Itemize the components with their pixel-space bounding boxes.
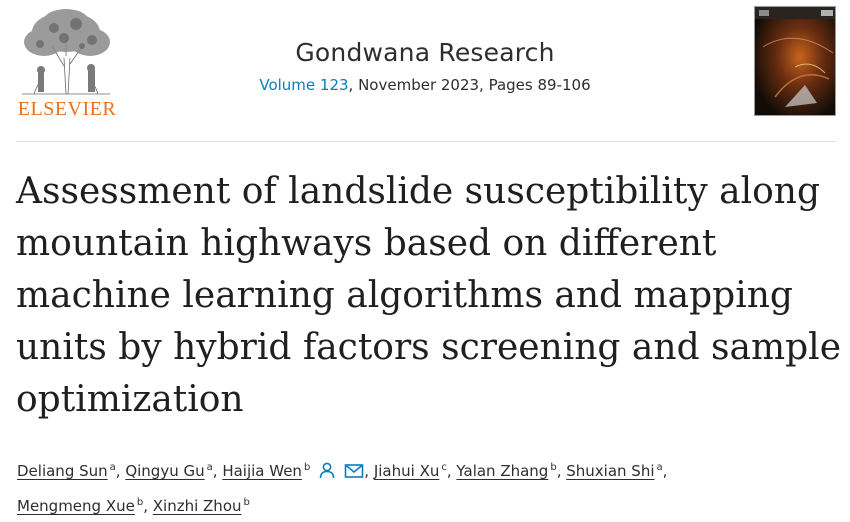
journal-cover-image[interactable] [754,6,836,116]
author-name[interactable]: Mengmeng Xue [17,497,135,515]
title-line: Assessment of landslide susceptibility along [16,171,821,212]
author-name[interactable]: Qingyu Gu [125,462,205,480]
elsevier-tree-logo [14,6,118,98]
author-name[interactable]: Xinzhi Zhou [152,497,242,515]
header-divider [16,141,836,142]
affiliation-marker: b [136,497,144,508]
publisher-name: ELSEVIER [17,98,117,120]
affiliation-marker: a [656,462,663,473]
author-link[interactable] [456,462,556,480]
author-link[interactable] [153,497,250,515]
author-link[interactable] [125,462,212,480]
affiliation-marker: b [303,462,311,473]
author-link[interactable] [566,462,662,480]
journal-title[interactable]: Gondwana Research [295,38,555,67]
author-name[interactable]: Haijia Wen [222,462,302,480]
author-name[interactable]: Jiahui Xu [373,462,440,480]
title-line: units by hybrid factors screening and sample [16,327,841,368]
title-line: machine learning algorithms and mapping [16,275,793,316]
author-link[interactable] [17,462,116,480]
title-line: optimization [16,379,244,420]
author-link[interactable] [222,462,364,480]
cover-art [755,7,836,116]
article-title [16,166,846,426]
journal-issue-info [200,76,650,94]
author-link[interactable] [374,462,447,480]
affiliation-marker: a [206,462,213,473]
author-name[interactable]: Deliang Sun [17,462,108,480]
affiliation-marker: b [550,462,557,473]
affiliation-marker: c [441,462,447,473]
journal-header [200,38,650,94]
issue-details: , November 2023, Pages 89-106 [348,76,591,94]
author-line: Mengmeng Xue $^b$, Xinzhi Zhou $^b$ [17,497,250,515]
author-name[interactable]: Shuxian Shi [566,462,655,480]
envelope-icon[interactable] [344,463,364,479]
title-line: mountain highways based on different [16,223,717,264]
person-icon[interactable] [318,461,336,479]
author-link[interactable] [17,497,143,515]
author-name[interactable]: Yalan Zhang [456,462,549,480]
author-list [17,452,837,522]
affiliation-marker: a [109,462,116,473]
author-line: Deliang Sun $^a$, Qingyu Gu $^a$, Haijia Wen $^b$ , Jiahui Xu $^c$, Yalan Zhang $^b$, Shuxian Shi $^a$, [17,462,668,480]
elsevier-logo[interactable] [14,6,118,118]
volume-link[interactable]: Volume 123 [259,76,349,94]
affiliation-marker: b [243,497,250,508]
